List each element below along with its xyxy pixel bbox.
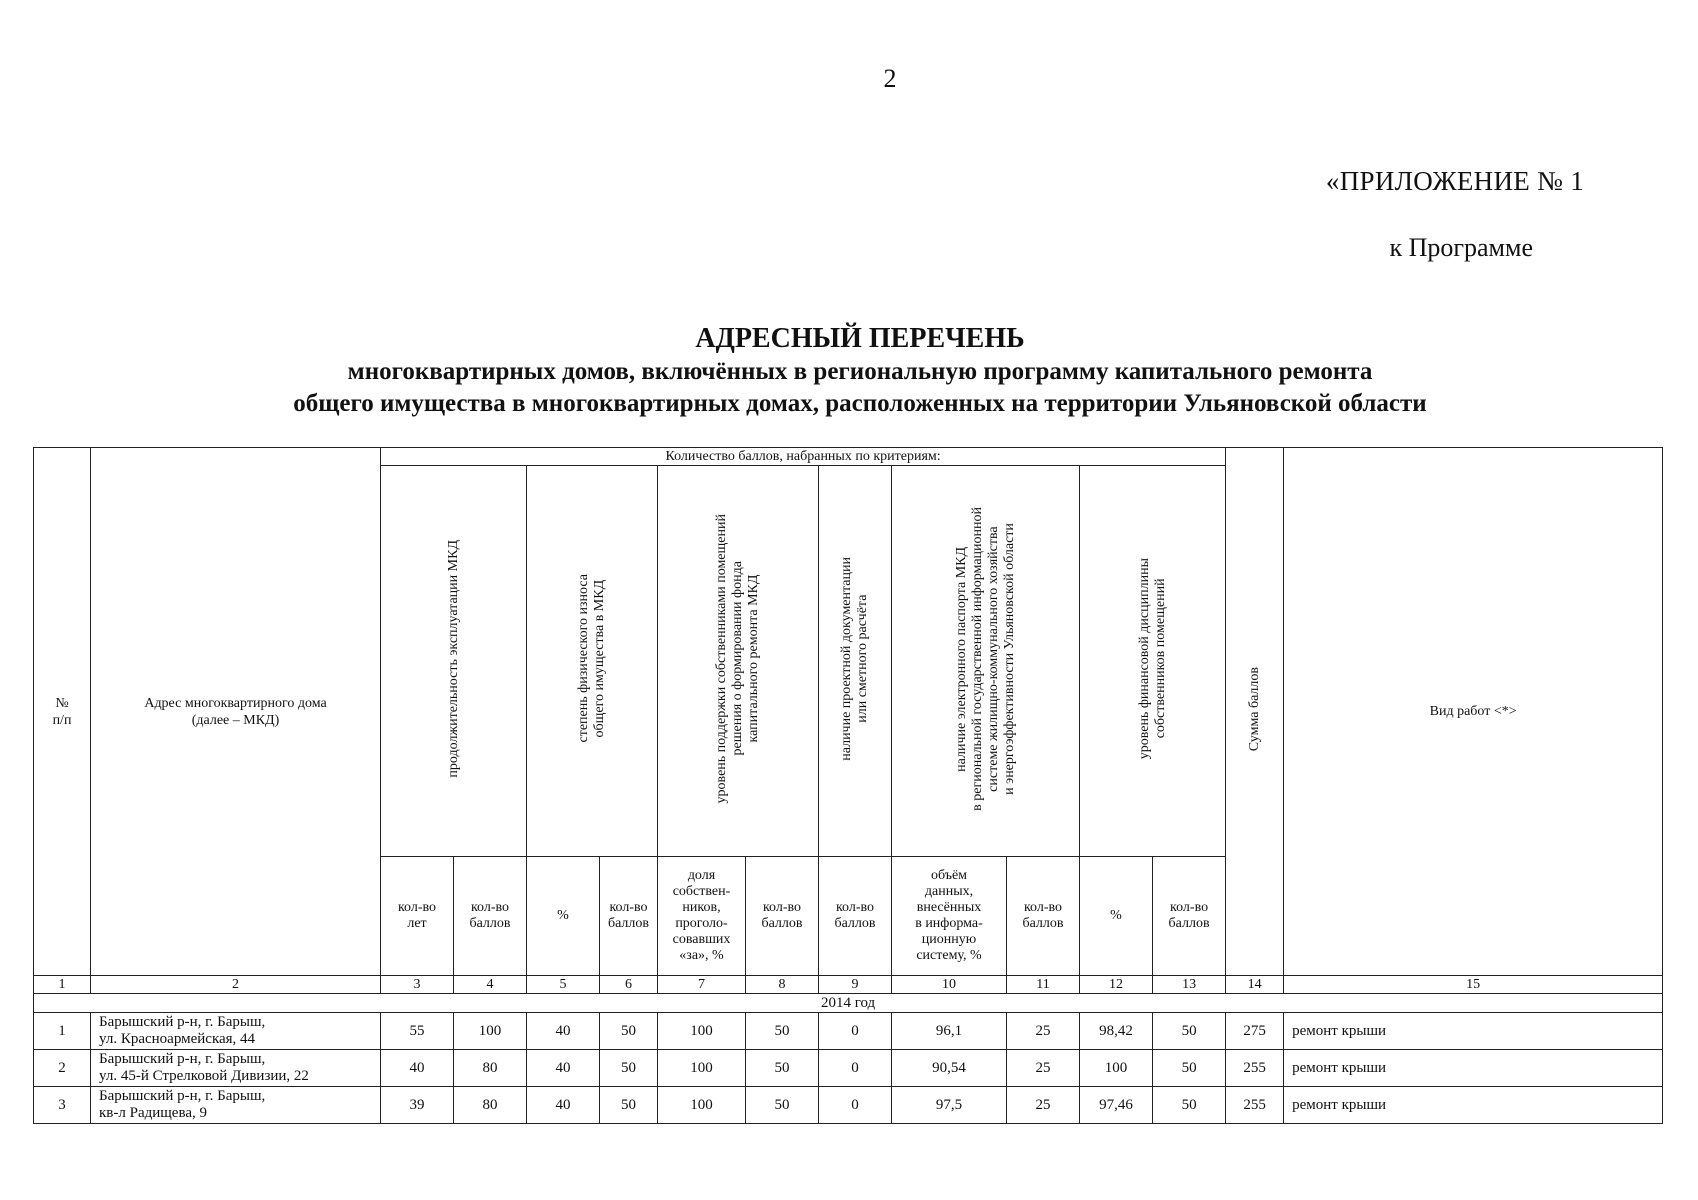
document-title-block [30,322,1690,420]
column-number: 2 [91,976,381,994]
row-docs-points: 0 [819,1050,892,1087]
unit-col-3: кол-во лет [381,857,454,976]
header-address: Адрес многоквартирного дома (далее – МКД) [91,448,381,976]
row-sum: 255 [1226,1050,1284,1087]
table-row [34,1087,1663,1124]
year-label: 2014 год [34,994,1663,1013]
row-work-type: ремонт крыши [1284,1013,1663,1050]
row-sum: 255 [1226,1087,1284,1124]
row-work-type: ремонт крыши [1284,1050,1663,1087]
row-finance-points: 50 [1153,1013,1226,1050]
column-number: 5 [527,976,600,994]
unit-col-4: кол-во баллов [454,857,527,976]
row-address: Барышский р-н, г. Барыш, кв-л Радищева, 9 [91,1087,381,1124]
column-number: 3 [381,976,454,994]
column-number: 12 [1080,976,1153,994]
row-passport-percent: 90,54 [892,1050,1007,1087]
header-criterion-owners-support: уровень поддержки собственниками помещений решения о формировании фонда капитального ремонта МКД [658,466,819,857]
document-subtitle-line1: многоквартирных домов, включённых в региональную программу капитального ремонта [347,358,1373,385]
row-docs-points: 0 [819,1087,892,1124]
address-list-table [33,447,1663,1124]
table-row [34,1050,1663,1087]
row-wear-percent: 40 [527,1087,600,1124]
unit-col-11: кол-во баллов [1007,857,1080,976]
year-row [34,994,1663,1013]
row-years: 40 [381,1050,454,1087]
document-title: АДРЕСНЫЙ ПЕРЕЧЕНЬ [695,323,1025,354]
row-owners-percent: 100 [658,1087,746,1124]
row-finance-percent: 97,46 [1080,1087,1153,1124]
header-criterion-financial-discipline: уровень финансовой дисциплины собственников помещений [1080,466,1226,857]
column-number: 8 [746,976,819,994]
row-wear-percent: 40 [527,1050,600,1087]
appendix-subtitle: к Программе [1389,233,1533,262]
unit-col-10: объём данных, внесённых в информа- ционную систему, % [892,857,1007,976]
column-number: 14 [1226,976,1284,994]
unit-col-12: % [1080,857,1153,976]
header-criterion-operation-years: продолжительность эксплуатации МКД [381,466,527,857]
header-criteria-group: Количество баллов, набранных по критериям: [381,448,1226,466]
row-years: 55 [381,1013,454,1050]
row-num: 1 [34,1013,91,1050]
column-number: 11 [1007,976,1080,994]
row-passport-points: 25 [1007,1013,1080,1050]
header-work-type: Вид работ <*> [1284,448,1663,976]
column-number: 15 [1284,976,1663,994]
header-criterion-physical-wear: степень физического износа общего имущества в МКД [527,466,658,857]
row-num: 3 [34,1087,91,1124]
row-wear-points: 50 [600,1087,658,1124]
row-owners-percent: 100 [658,1050,746,1087]
column-number: 13 [1153,976,1226,994]
appendix-title: «ПРИЛОЖЕНИЕ № 1 [1325,166,1584,196]
row-years: 39 [381,1087,454,1124]
row-passport-percent: 97,5 [892,1087,1007,1124]
row-address: Барышский р-н, г. Барыш, ул. Красноармейская, 44 [91,1013,381,1050]
column-number: 1 [34,976,91,994]
column-number-row [34,976,1663,994]
unit-col-5: % [527,857,600,976]
header-criterion-electronic-passport: наличие электронного паспорта МКД в региональной государственной информационной системе жилищно-коммунального хозяйства и энергоэффективности Ульяновской области [892,466,1080,857]
row-wear-points: 50 [600,1050,658,1087]
row-finance-points: 50 [1153,1050,1226,1087]
row-owners-percent: 100 [658,1013,746,1050]
column-number: 10 [892,976,1007,994]
row-years-points: 100 [454,1013,527,1050]
column-number: 4 [454,976,527,994]
column-number: 6 [600,976,658,994]
row-wear-points: 50 [600,1013,658,1050]
row-finance-points: 50 [1153,1087,1226,1124]
unit-col-8: кол-во баллов [746,857,819,976]
row-passport-percent: 96,1 [892,1013,1007,1050]
row-wear-percent: 40 [527,1013,600,1050]
row-num: 2 [34,1050,91,1087]
header-num: № п/п [34,448,91,976]
document-subtitle-line2: общего имущества в многоквартирных домах, расположенных на территории Ульяновской области [293,390,1427,417]
row-sum: 275 [1226,1013,1284,1050]
unit-col-6: кол-во баллов [600,857,658,976]
unit-col-7: доля собствен- ников, проголо- совавших «за», % [658,857,746,976]
table-row [34,1013,1663,1050]
row-owners-points: 50 [746,1013,819,1050]
column-number: 9 [819,976,892,994]
row-years-points: 80 [454,1050,527,1087]
row-passport-points: 25 [1007,1087,1080,1124]
row-work-type: ремонт крыши [1284,1087,1663,1124]
header-row-group [34,448,1663,466]
column-number: 7 [658,976,746,994]
header-criterion-project-docs: наличие проектной документации или сметного расчёта [819,466,892,857]
row-finance-percent: 98,42 [1080,1013,1153,1050]
unit-col-13: кол-во баллов [1153,857,1226,976]
row-docs-points: 0 [819,1013,892,1050]
row-passport-points: 25 [1007,1050,1080,1087]
row-address: Барышский р-н, г. Барыш, ул. 45-й Стрелковой Дивизии, 22 [91,1050,381,1087]
row-finance-percent: 100 [1080,1050,1153,1087]
row-owners-points: 50 [746,1050,819,1087]
row-owners-points: 50 [746,1087,819,1124]
page-number: 2 [883,64,897,93]
unit-col-9: кол-во баллов [819,857,892,976]
row-years-points: 80 [454,1087,527,1124]
header-sum: Сумма баллов [1226,448,1284,976]
